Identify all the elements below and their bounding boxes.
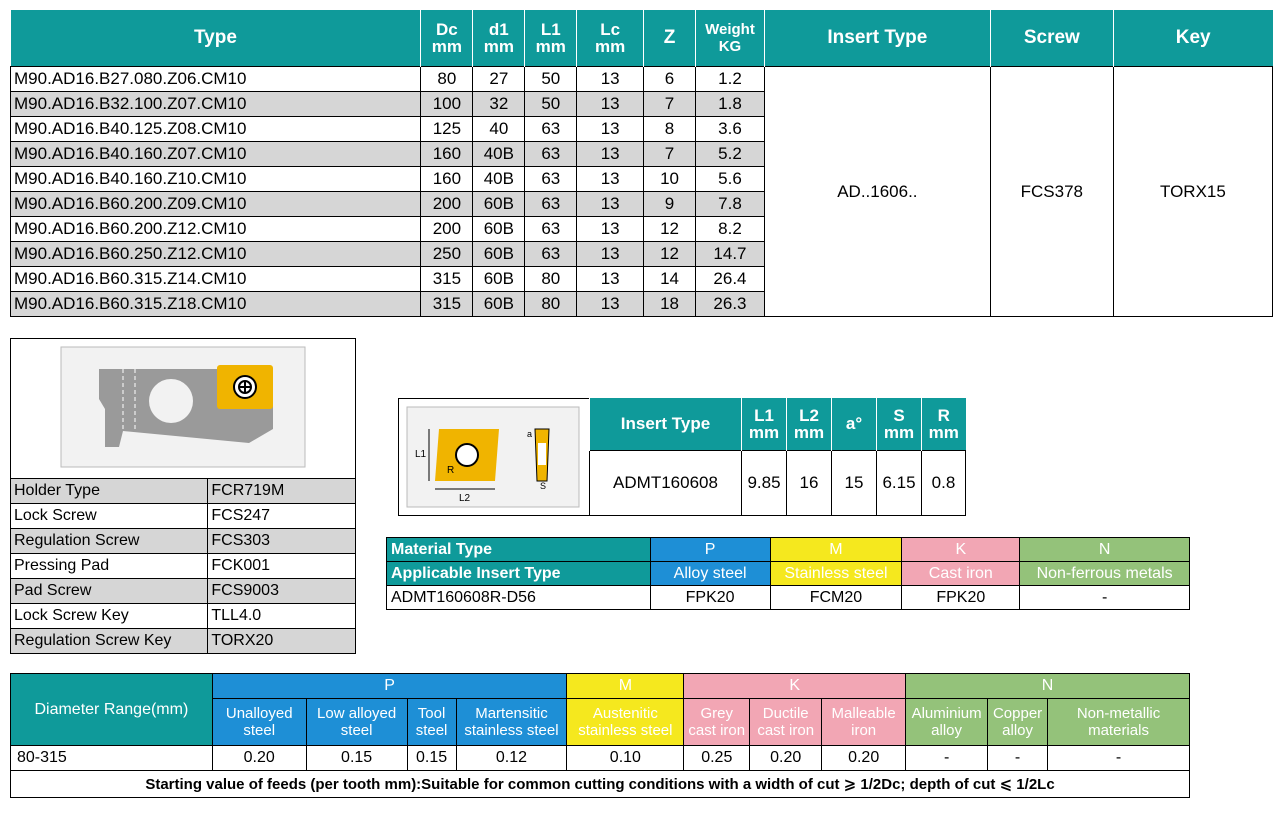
material-code-m: M [770, 538, 902, 562]
cell-dc: 315 [421, 292, 473, 317]
feed-material-label: Martensitic stainless steel [456, 699, 567, 746]
insert-col-a: a° [832, 398, 877, 451]
cell-lc: 13 [577, 167, 644, 192]
feed-value: - [906, 746, 988, 771]
col-type: Type [193, 27, 237, 48]
table-row [11, 67, 1273, 92]
feed-material-label: Unalloyed steel [212, 699, 306, 746]
cell-type: M90.AD16.B40.125.Z08.CM10 [11, 117, 421, 142]
col-l1: L1 mm [525, 10, 577, 67]
fig-label-r: R [447, 465, 455, 476]
cell-l1: 50 [525, 67, 577, 92]
cell-d1: 32 [473, 92, 525, 117]
insert-illustration [399, 399, 589, 515]
material-grade-p: FPK20 [650, 586, 770, 610]
fig-label-a: a [527, 429, 533, 439]
cell-w: 26.3 [696, 292, 765, 317]
cell-lc: 13 [577, 267, 644, 292]
cell-d1: 60B [473, 267, 525, 292]
cell-l1: 63 [525, 167, 577, 192]
holder-diagram [10, 338, 356, 479]
cell-l1: 63 [525, 117, 577, 142]
cell-z: 6 [644, 67, 696, 92]
insert-l2-value: 16 [787, 451, 832, 516]
fig-label-l2: L2 [459, 493, 471, 504]
insert-col-r: R mm [922, 398, 966, 451]
insert-spec-table [589, 398, 966, 516]
feed-group-m: M [567, 674, 684, 699]
cell-insert-type: AD..1606.. [764, 67, 990, 317]
col-d1: d1 mm [473, 10, 525, 67]
col-z: Z [644, 10, 696, 67]
holder-value: TLL4.0 [208, 604, 356, 629]
insert-col-l2: L2 mm [787, 398, 832, 451]
holder-value: FCS303 [208, 529, 356, 554]
cell-lc: 13 [577, 117, 644, 142]
col-lc: Lc mm [577, 10, 644, 67]
insert-col-s: S mm [877, 398, 922, 451]
insert-a-value: 15 [832, 451, 877, 516]
cell-dc: 315 [421, 267, 473, 292]
table-row [11, 629, 356, 654]
fig-label-s: S [540, 481, 547, 491]
col-weight: Weight KG [696, 10, 765, 67]
material-grade-n: - [1020, 586, 1190, 610]
holder-parts-table [10, 478, 356, 654]
feed-material-label: Aluminium alloy [906, 699, 988, 746]
insert-type-value: ADMT160608 [590, 451, 742, 516]
diameter-range-label: Diameter Range(mm) [11, 674, 213, 746]
holder-value: FCS9003 [208, 579, 356, 604]
cell-w: 8.2 [696, 217, 765, 242]
cell-d1: 40 [473, 117, 525, 142]
holder-value: FCK001 [208, 554, 356, 579]
cell-z: 18 [644, 292, 696, 317]
holder-illustration [11, 339, 355, 479]
feed-group-k: K [684, 674, 906, 699]
cell-type: M90.AD16.B32.100.Z07.CM10 [11, 92, 421, 117]
cell-l1: 50 [525, 92, 577, 117]
cell-dc: 80 [421, 67, 473, 92]
feed-value: 0.20 [822, 746, 906, 771]
cell-lc: 13 [577, 217, 644, 242]
feed-group-n: N [906, 674, 1190, 699]
feed-value: 0.20 [750, 746, 822, 771]
material-name-n: Non-ferrous metals [1020, 562, 1190, 586]
cell-lc: 13 [577, 292, 644, 317]
cell-z: 12 [644, 217, 696, 242]
cell-d1: 60B [473, 242, 525, 267]
feed-value: - [988, 746, 1048, 771]
feed-material-label: Austenitic stainless steel [567, 699, 684, 746]
table-row [11, 579, 356, 604]
col-dc: Dc mm [421, 10, 473, 67]
feed-value: 0.10 [567, 746, 684, 771]
cell-dc: 250 [421, 242, 473, 267]
holder-label: Pressing Pad [11, 554, 208, 579]
insert-col-type: Insert Type [590, 398, 742, 451]
cell-lc: 13 [577, 67, 644, 92]
cell-l1: 80 [525, 292, 577, 317]
cell-l1: 63 [525, 142, 577, 167]
table-row [11, 604, 356, 629]
cell-z: 7 [644, 92, 696, 117]
cell-z: 14 [644, 267, 696, 292]
cell-d1: 40B [473, 142, 525, 167]
cell-l1: 63 [525, 217, 577, 242]
feed-group-p: P [212, 674, 567, 699]
cell-d1: 60B [473, 192, 525, 217]
col-screw: Screw [990, 10, 1113, 67]
cell-z: 7 [644, 142, 696, 167]
insert-l1-value: 9.85 [742, 451, 787, 516]
cell-w: 5.6 [696, 167, 765, 192]
feed-material-label: Malleable iron [822, 699, 906, 746]
col-key: Key [1113, 10, 1272, 67]
feed-value: 0.12 [456, 746, 567, 771]
cell-screw: FCS378 [990, 67, 1113, 317]
holder-label: Lock Screw [11, 504, 208, 529]
material-code-k: K [902, 538, 1020, 562]
cell-type: M90.AD16.B60.200.Z12.CM10 [11, 217, 421, 242]
cutter-spec-table [10, 10, 1273, 317]
material-grade-k: FPK20 [902, 586, 1020, 610]
cell-lc: 13 [577, 142, 644, 167]
cell-type: M90.AD16.B60.200.Z09.CM10 [11, 192, 421, 217]
cell-z: 9 [644, 192, 696, 217]
material-code-p: P [650, 538, 770, 562]
cell-lc: 13 [577, 92, 644, 117]
feed-value: 0.25 [684, 746, 750, 771]
feed-rate-table [10, 673, 1190, 798]
applicable-insert-label: Applicable Insert Type [387, 562, 651, 586]
cell-type: M90.AD16.B27.080.Z06.CM10 [11, 67, 421, 92]
cell-z: 12 [644, 242, 696, 267]
cell-dc: 160 [421, 167, 473, 192]
col-insert-type: Insert Type [764, 10, 990, 67]
cell-w: 3.6 [696, 117, 765, 142]
holder-value: FCS247 [208, 504, 356, 529]
cell-lc: 13 [577, 242, 644, 267]
material-name-m: Stainless steel [770, 562, 902, 586]
cell-type: M90.AD16.B40.160.Z10.CM10 [11, 167, 421, 192]
cell-key: TORX15 [1113, 67, 1272, 317]
table-row [11, 554, 356, 579]
holder-label: Holder Type [11, 479, 208, 504]
cell-dc: 125 [421, 117, 473, 142]
cell-lc: 13 [577, 192, 644, 217]
table-row [11, 479, 356, 504]
feed-material-label: Grey cast iron [684, 699, 750, 746]
cell-type: M90.AD16.B60.315.Z14.CM10 [11, 267, 421, 292]
material-insert-value: ADMT160608R-D56 [387, 586, 651, 610]
cell-type: M90.AD16.B40.160.Z07.CM10 [11, 142, 421, 167]
cell-d1: 60B [473, 292, 525, 317]
feed-material-label: Tool steel [407, 699, 456, 746]
cell-type: M90.AD16.B60.250.Z12.CM10 [11, 242, 421, 267]
material-name-p: Alloy steel [650, 562, 770, 586]
feed-value: 0.20 [212, 746, 306, 771]
cell-type: M90.AD16.B60.315.Z18.CM10 [11, 292, 421, 317]
cell-w: 1.8 [696, 92, 765, 117]
material-code-n: N [1020, 538, 1190, 562]
cell-z: 10 [644, 167, 696, 192]
feed-material-label: Non-metallic materials [1048, 699, 1190, 746]
feed-value: 0.15 [306, 746, 407, 771]
feed-value: - [1048, 746, 1190, 771]
cell-dc: 160 [421, 142, 473, 167]
cell-w: 26.4 [696, 267, 765, 292]
insert-col-l1: L1 mm [742, 398, 787, 451]
fig-label-l1: L1 [415, 449, 427, 460]
cell-d1: 40B [473, 167, 525, 192]
cell-w: 14.7 [696, 242, 765, 267]
holder-label: Lock Screw Key [11, 604, 208, 629]
feed-material-label: Low alloyed steel [306, 699, 407, 746]
holder-value: TORX20 [208, 629, 356, 654]
cell-w: 7.8 [696, 192, 765, 217]
cell-d1: 27 [473, 67, 525, 92]
cell-w: 1.2 [696, 67, 765, 92]
holder-label: Regulation Screw [11, 529, 208, 554]
cell-l1: 63 [525, 192, 577, 217]
table-row [11, 504, 356, 529]
cell-dc: 100 [421, 92, 473, 117]
insert-diagram [398, 398, 590, 516]
feed-material-label: Ductile cast iron [750, 699, 822, 746]
feed-diameter-range: 80-315 [11, 746, 213, 771]
holder-label: Pad Screw [11, 579, 208, 604]
cell-w: 5.2 [696, 142, 765, 167]
material-name-k: Cast iron [902, 562, 1020, 586]
table-row [11, 529, 356, 554]
insert-r-value: 0.8 [922, 451, 966, 516]
holder-label: Regulation Screw Key [11, 629, 208, 654]
material-type-label: Material Type [387, 538, 651, 562]
feed-value: 0.15 [407, 746, 456, 771]
cell-z: 8 [644, 117, 696, 142]
cell-dc: 200 [421, 217, 473, 242]
cell-l1: 80 [525, 267, 577, 292]
holder-value: FCR719M [208, 479, 356, 504]
cell-d1: 60B [473, 217, 525, 242]
feed-material-label: Copper alloy [988, 699, 1048, 746]
feed-footnote: Starting value of feeds (per tooth mm):Suitable for common cutting conditions with a width of cut ⩾ 1/2Dc; depth of cut ⩽ 1/2Lc [11, 771, 1190, 798]
material-grade-m: FCM20 [770, 586, 902, 610]
insert-s-value: 6.15 [877, 451, 922, 516]
material-grade-table [386, 537, 1190, 610]
cell-l1: 63 [525, 242, 577, 267]
cell-dc: 200 [421, 192, 473, 217]
